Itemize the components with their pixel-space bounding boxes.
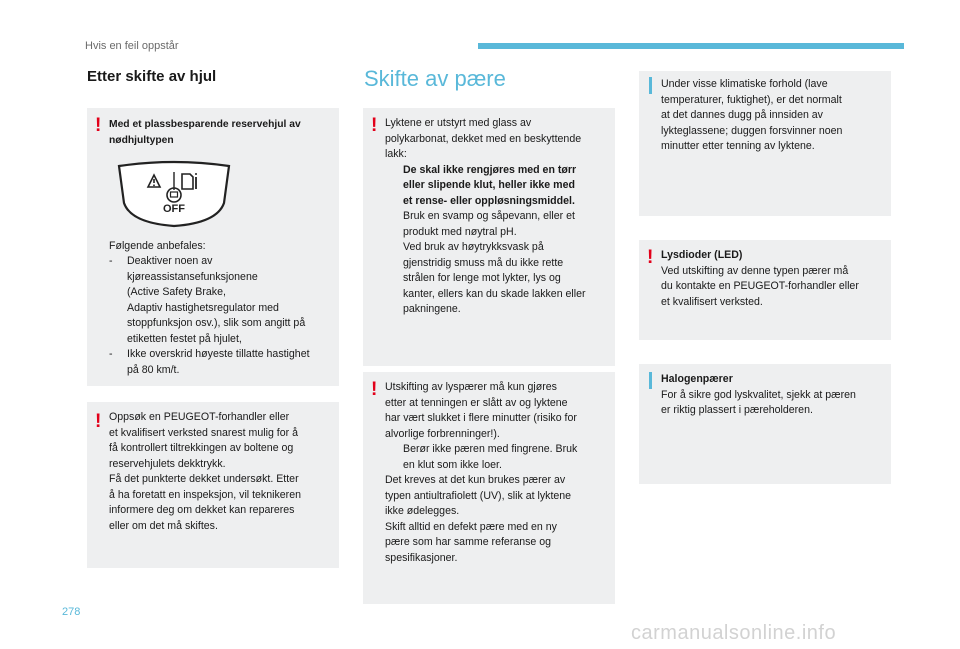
off-label: OFF <box>163 203 185 215</box>
condensation-info-box <box>639 71 891 216</box>
halogen-heading: Halogenpærer <box>661 373 733 385</box>
warning-icon: ! <box>95 115 102 136</box>
halogen-info-box <box>639 364 891 484</box>
list-item: - Ikke overskrid høyeste tillatte hastighet på 80 km/t. <box>109 348 310 376</box>
section-title-bulb-replacement: Skifte av pære <box>364 66 506 91</box>
dealer-inspection-warning-box <box>87 402 339 568</box>
halogen-text: Halogenpærer For å sikre god lyskvalitet, sjekk at pæren er riktig plassert i pæreholderen. <box>661 372 889 419</box>
lamp-cleaning-text: Lyktene er utstyrt med glass av polykarbonat, dekket med en beskyttende lakk: De skal ikke rengjøres med en tørr eller slipende klut, heller ikke med et rense- eller oppløsningsmiddel. Bruk en svamp og såpevann, eller et produkt med nøytral pH. Ved bruk av høytrykksvask på gjenstridig smuss må du ikke rette strålen for lenge mot lykter, lys og kanter, ellers kan du skade lakken eller pakningene. <box>385 116 613 318</box>
led-warning-box <box>639 240 891 340</box>
page-number: 278 <box>62 606 81 618</box>
warning-icon: ! <box>95 411 102 432</box>
section-title-after-wheel-change: Etter skifte av hjul <box>87 68 217 85</box>
dealer-inspection-text: Oppsøk en PEUGEOT-forhandler eller et kvalifisert verksted snarest mulig for å få kontrollert tiltrekkingen av boltene og reservehjulets dekktrykk. Få det punkterte dekket undersøkt. Etter å ha foretatt en inspeksjon, vil teknikeren informere deg om dekket kan repareres eller om det må skiftes. <box>109 411 301 532</box>
adas-deactivation-label-icon <box>113 160 235 230</box>
list-item: Ved bruk av høytrykksvask på gjenstridig smuss må du ikke rette strålen for lenge mot lykter, lys og kanter, ellers kan du skade lakken eller pakningene. <box>403 241 586 315</box>
spare-wheel-warning-box <box>87 108 339 386</box>
condensation-text: Under visse klimatiske forhold (lave temperaturer, fuktighet), er det normalt at det dannes dugg på innsiden av lykteglassene; duggen forsvinner noen minutter etter tenning av lyktene. <box>661 78 843 152</box>
running-header: Hvis en feil oppstår <box>85 40 179 52</box>
list-item: Bruk en svamp og såpevann, eller et produkt med nøytral pH. <box>403 210 575 238</box>
list-item: Berør ikke pæren med fingrene. Bruk en klut som ikke loer. <box>403 443 578 471</box>
recommendations-list <box>109 254 339 378</box>
lamp-cleaning-warning-box <box>363 108 615 366</box>
bulb-handling-warning-box <box>363 372 615 604</box>
list-item: De skal ikke rengjøres med en tørr eller slipende klut, heller ikke med et rense- eller oppløsningsmiddel. <box>403 163 577 207</box>
watermark: carmanualsonline.info <box>631 622 837 644</box>
bulb-handling-text: Utskifting av lyspærer må kun gjøres etter at tenningen er slått av og lyktene har vært slukket i flere minutter (risiko for alvorlige forbrenninger!). Berør ikke pæren med fingrene. Bruk en klut som ikke loer. Det kreves at det kun brukes pærer av typen antiultrafiolett (UV), slik at lyktene ikke ødelegges. Skift alltid en defekt pære med en ny pære som har samme referanse og spesifikasjoner. <box>385 380 613 566</box>
recommendations-intro: Følgende anbefales: <box>109 240 206 252</box>
warning-icon: ! <box>371 115 378 136</box>
warning-icon: ! <box>371 379 378 400</box>
list-item: - Deaktiver noen av kjøreassistansefunksjonene (Active Safety Brake, Adaptiv hastighetsregulator med stoppfunksjon osv.), slik som angitt på etiketten festet på hjulet, <box>109 255 306 345</box>
info-icon <box>649 77 652 94</box>
header-accent-bar <box>478 43 904 49</box>
led-text: Lysdioder (LED) Ved utskifting av denne typen pærer må du kontakte en PEUGEOT-forhandler eller et kvalifisert verksted. <box>661 248 889 310</box>
warning-icon: ! <box>647 247 654 268</box>
spare-wheel-heading: Med et plassbesparende reservehjul av nødhjultypen <box>109 119 301 146</box>
led-heading: Lysdioder (LED) <box>661 249 743 261</box>
info-icon <box>649 372 652 389</box>
